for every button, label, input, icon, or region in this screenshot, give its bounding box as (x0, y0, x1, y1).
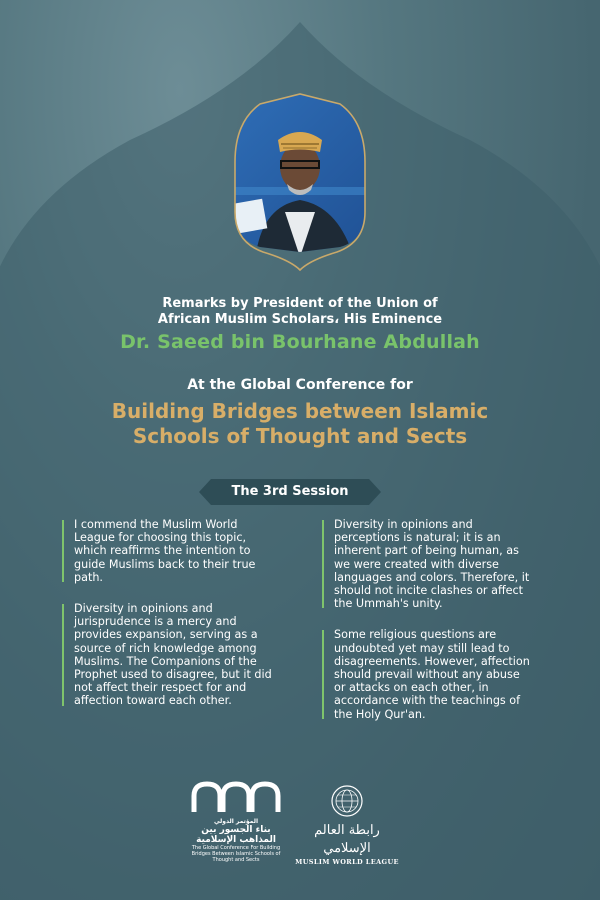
left-paragraph-2 (62, 602, 272, 708)
right-paragraph-1 (322, 518, 532, 610)
remarks-line-1: Remarks by President of the Union of (162, 296, 438, 311)
conference-logo-arabic-2: بناء الجسور بين (201, 825, 271, 835)
green-bar (62, 520, 64, 582)
conference-title (0, 399, 600, 449)
paragraph-text: Diversity in opinions and perceptions is natural; it is an inherent part of being human, as we were created with diverse languages and colors. Therefore, it should not incite clashes or affect the Ummah's unity. (334, 518, 530, 611)
session-label: The 3rd Session (231, 484, 349, 499)
remarks-line-2: African Muslim Scholars، His Eminence (157, 312, 443, 327)
speaker-name: Dr. Saeed bin Bourhane Abdullah (120, 331, 480, 353)
bridges-arches-icon (188, 780, 284, 814)
session-badge (199, 479, 381, 505)
green-bar (322, 520, 324, 608)
conference-intro: At the Global Conference for (187, 377, 413, 393)
conference-logo-arabic-3: المذاهب الإسلامية (196, 835, 276, 845)
mwl-arabic-name: رابطة العالم الإسلامي (314, 823, 380, 856)
left-column (62, 518, 272, 726)
globe-emblem-icon (292, 784, 402, 818)
paragraph-text: I commend the Muslim World League for choosing this topic, which reaffirms the intention to guide Muslims back to their true path. (74, 518, 256, 584)
mwl-logo (292, 784, 402, 866)
right-paragraph-2 (322, 628, 532, 720)
left-paragraph-1 (62, 518, 272, 584)
paragraph-text: Diversity in opinions and jurisprudence is a mercy and provides expansion, serving as a source of rich knowledge among Muslims. The Companions of the Prophet used to disagree, but it did not affect their respect for and affection toward each other. (74, 602, 272, 708)
conference-title-line-2: Schools of Thought and Sects (132, 424, 468, 448)
mwl-english-name: MUSLIM WORLD LEAGUE (295, 858, 399, 866)
green-bar (62, 604, 64, 706)
conference-title-line-1: Building Bridges between Islamic (111, 399, 489, 423)
conference-logo-caption: The Global Conference For Building Bridges Between Islamic Schools of Thought and Sects (191, 845, 281, 863)
speaker-portrait-icon (215, 92, 385, 272)
right-column (322, 518, 532, 739)
remarks-intro (0, 296, 600, 328)
paragraph-text: Some religious questions are undoubted yet may still lead to disagreements. However, affection should prevail without any abuse or attacks on each other, in accordance with the teachings of the Holy Qur'an. (334, 628, 530, 721)
conference-logo-arabic-1: المؤتمر الدولي (213, 818, 259, 825)
conference-logo (188, 780, 284, 863)
green-bar (322, 630, 324, 718)
